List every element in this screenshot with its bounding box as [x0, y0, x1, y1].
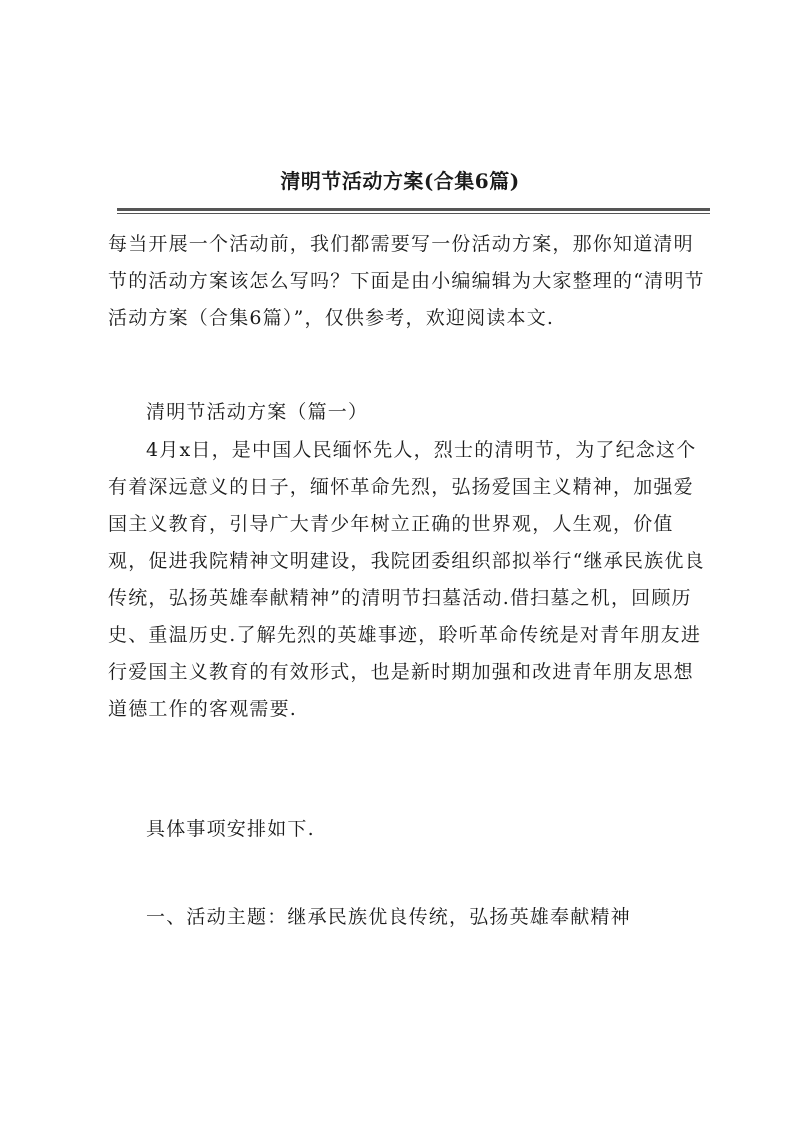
- title-rule-thin: [117, 213, 710, 214]
- document-title: 清明节活动方案(合集6篇): [280, 169, 520, 193]
- title-rule-thick: [117, 208, 710, 211]
- intro-paragraph: 每当开展一个活动前，我们都需要写一份活动方案，那你知道清明节的活动方案该怎么写吗？下面是由小编编辑为大家整理的“清明节活动方案（合集6篇）”，仅供参考，欢迎阅读本文.: [108, 233, 705, 329]
- body-paragraph-2: 具体事项安排如下.: [146, 818, 315, 840]
- body-paragraph-3: 一、活动主题：继承民族优良传统，弘扬英雄奉献精神: [146, 906, 631, 928]
- body-paragraph-1: 4月x日，是中国人民缅怀先人，烈士的清明节，为了纪念这个有着深远意义的日子，缅怀革命先烈，弘扬爱国主义精神，加强爱国主义教育，引导广大青少年树立正确的世界观，人生观，价值观，促进我院精神文明建设，我院团委组织部拟举行“继承民族优良传统，弘扬英雄奉献精神”的清明节扫墓活动.借扫墓之机，回顾历史、重温历史.了解先烈的英雄事迹，聆听革命传统是对青年朋友进行爱国主义教育的有效形式，也是新时期加强和改进青年朋友思想道德工作的客观需要.: [108, 439, 705, 720]
- section-heading: 清明节活动方案（篇一）: [146, 401, 369, 423]
